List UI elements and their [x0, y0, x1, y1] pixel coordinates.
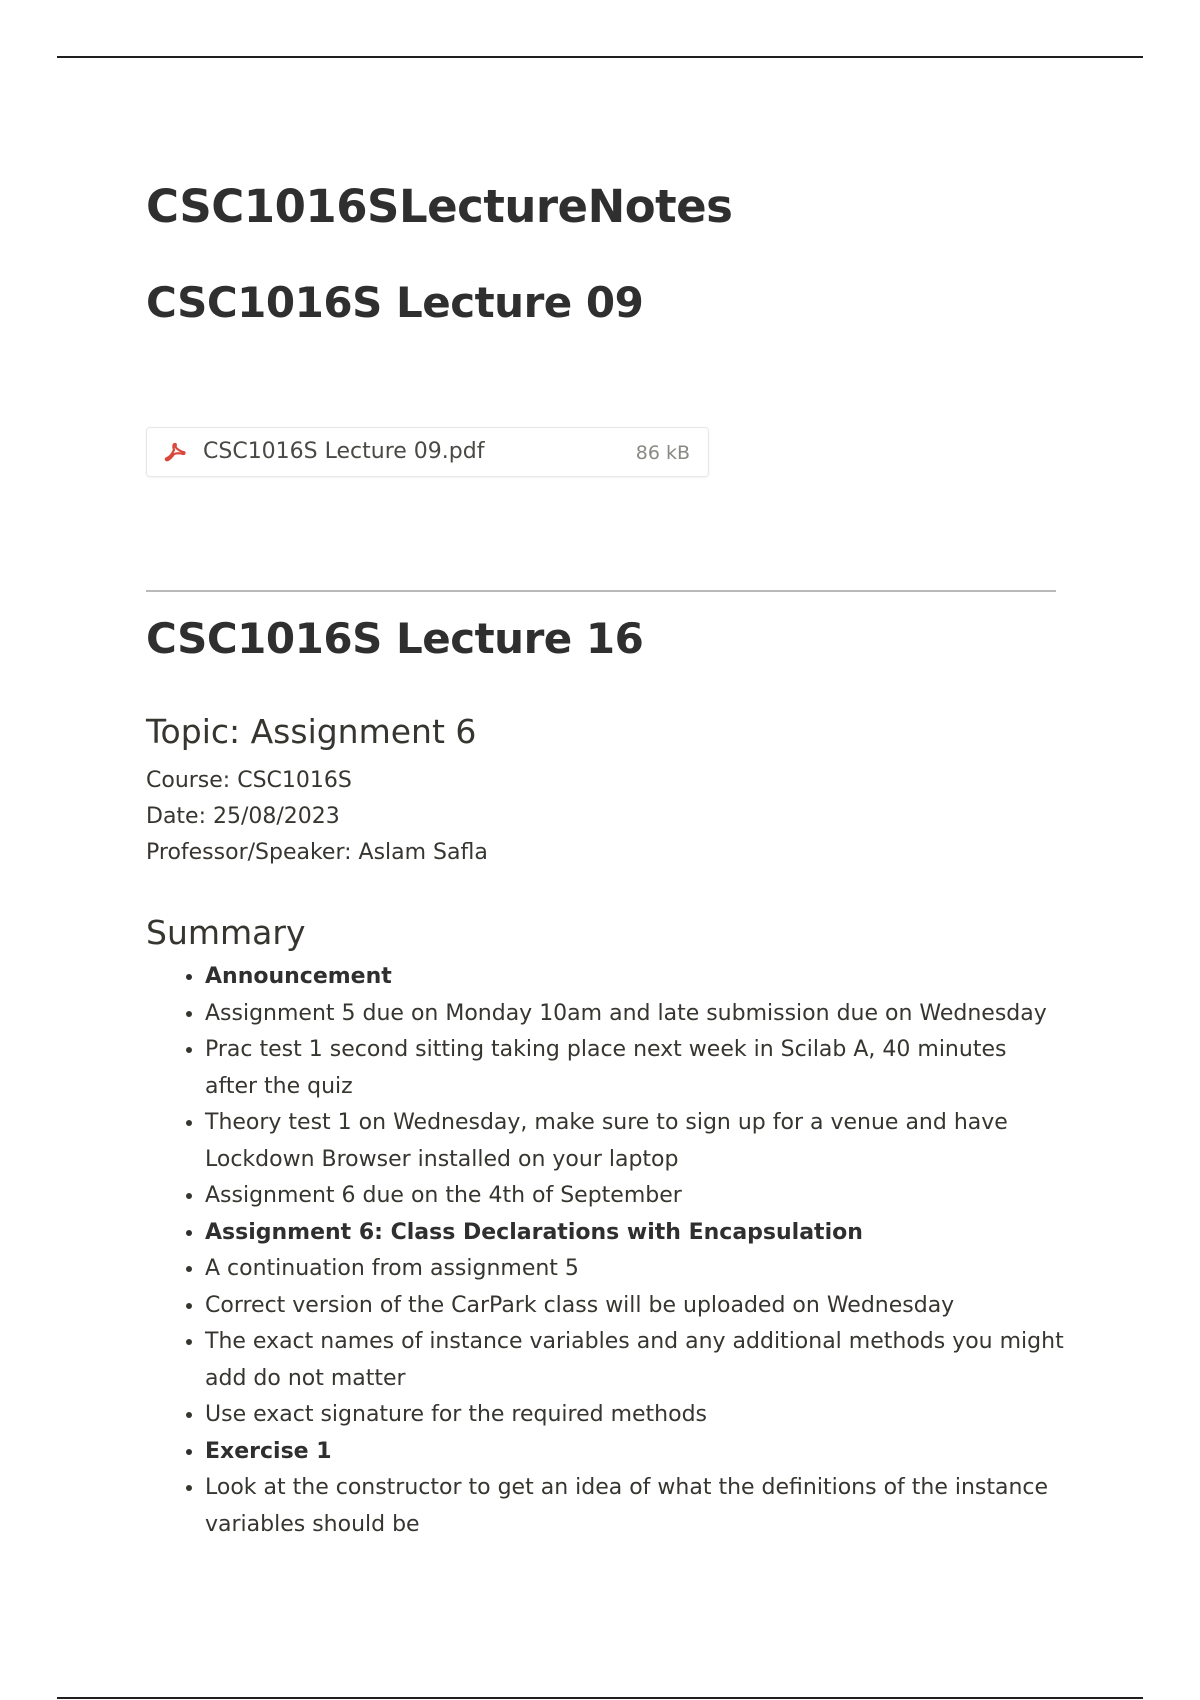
list-item: • A continuation from assignment 5: [205, 1251, 1065, 1288]
pdf-attachment[interactable]: [146, 427, 709, 477]
top-rule: [57, 56, 1143, 58]
list-item: • Exercise 1: [205, 1434, 1065, 1471]
summary-heading: Summary: [146, 913, 306, 952]
course-line: Course: CSC1016S: [146, 768, 352, 793]
page-title: CSC1016SLectureNotes: [146, 180, 733, 233]
list-item: • Assignment 6 due on the 4th of September: [205, 1178, 1065, 1215]
list-item: • Prac test 1 second sitting taking place next week in Scilab A, 40 minutes after the quiz: [205, 1032, 1065, 1105]
lecture-16-heading: CSC1016S Lecture 16: [146, 614, 644, 663]
attachment-size: 86 kB: [635, 442, 690, 464]
lecture-09-heading: CSC1016S Lecture 09: [146, 278, 644, 327]
list-item: • Announcement: [205, 959, 1065, 996]
speaker-line: Professor/Speaker: Aslam Safla: [146, 840, 488, 865]
bottom-rule: [57, 1697, 1143, 1699]
attachment-filename[interactable]: CSC1016S Lecture 09.pdf: [203, 439, 485, 464]
list-item: • Look at the constructor to get an idea of what the definitions of the instance variables should be: [205, 1470, 1065, 1543]
list-item: • Theory test 1 on Wednesday, make sure to sign up for a venue and have Lockdown Browser installed on your laptop: [205, 1105, 1065, 1178]
section-divider: [146, 590, 1056, 592]
summary-list: [146, 959, 1065, 1543]
list-item: • Correct version of the CarPark class will be uploaded on Wednesday: [205, 1288, 1065, 1325]
topic-heading: Topic: Assignment 6: [146, 712, 477, 751]
list-item: • Use exact signature for the required methods: [205, 1397, 1065, 1434]
lecture-meta: [146, 763, 488, 871]
date-line: Date: 25/08/2023: [146, 804, 340, 829]
list-item: • Assignment 6: Class Declarations with Encapsulation: [205, 1215, 1065, 1252]
list-item: • The exact names of instance variables and any additional methods you might add do not matter: [205, 1324, 1065, 1397]
list-item: • Assignment 5 due on Monday 10am and late submission due on Wednesday: [205, 996, 1065, 1033]
pdf-icon: [163, 441, 187, 465]
